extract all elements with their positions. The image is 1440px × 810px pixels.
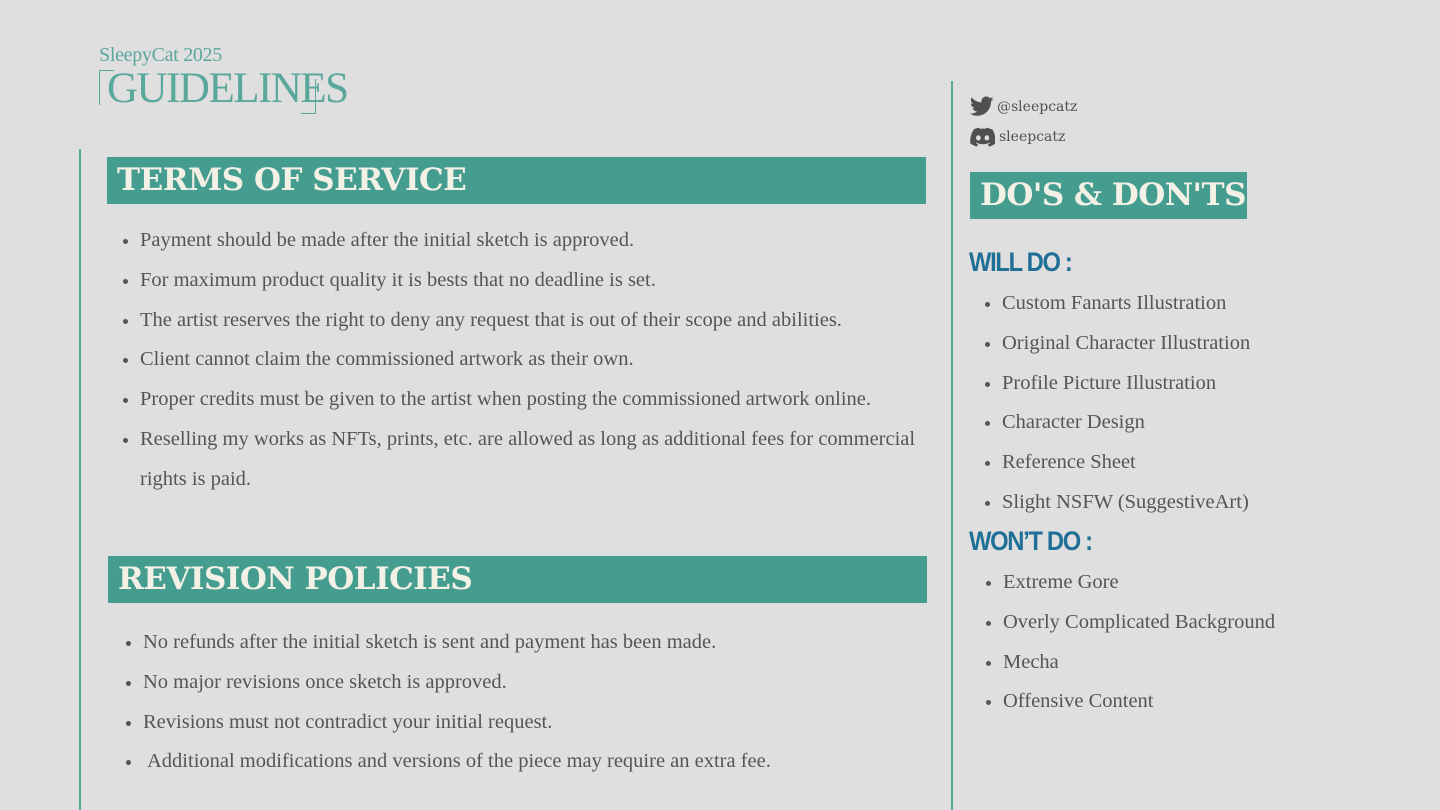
list-item: • Reference Sheet <box>1002 443 1440 483</box>
list-item: • Reselling my works as NFTs, prints, etc. are allowed as long as additional fees for commercial rights is paid. <box>140 420 950 500</box>
brand-name: SleepyCat 2025 <box>99 44 223 66</box>
twitter-handle: @sleepcatz <box>997 98 1078 115</box>
terms-of-service-list <box>107 221 950 500</box>
discord-handle: sleepcatz <box>999 129 1066 145</box>
list-item: • The artist reserves the right to deny any request that is out of their scope and abilities. <box>140 301 950 341</box>
list-item: • Additional modifications and versions of the piece may require an extra fee. <box>143 742 953 782</box>
list-item: • Overly Complicated Background <box>1003 603 1440 643</box>
discord-handle-row[interactable] <box>970 127 1065 147</box>
list-item: • No refunds after the initial sketch is sent and payment has been made. <box>143 623 953 663</box>
twitter-bird-icon <box>970 96 994 117</box>
list-item: • Custom Fanarts Illustration <box>1002 284 1440 324</box>
terms-of-service-heading: TERMS OF SERVICE <box>107 157 926 204</box>
list-item: • Slight NSFW (SuggestiveArt) <box>1002 483 1440 523</box>
revision-policies-list <box>110 623 953 782</box>
list-item: • No major revisions once sketch is approved. <box>143 663 953 703</box>
will-do-list <box>969 284 1440 523</box>
page-title: GUIDELINES <box>107 65 348 112</box>
wont-do-list <box>970 563 1440 722</box>
list-item: • Proper credits must be given to the artist when posting the commissioned artwork online. <box>140 380 950 420</box>
dos-and-donts-heading: DO'S & DON'TS <box>970 172 1247 219</box>
page-title-frame <box>99 65 348 114</box>
list-item: • Payment should be made after the initial sketch is approved. <box>140 221 950 261</box>
twitter-handle-row[interactable] <box>970 96 1077 117</box>
list-item: • Revisions must not contradict your initial request. <box>143 703 953 743</box>
list-item: • Original Character Illustration <box>1002 324 1440 364</box>
list-item: • Offensive Content <box>1003 682 1440 722</box>
left-column-divider <box>79 149 81 810</box>
list-item: • Extreme Gore <box>1003 563 1440 603</box>
list-item: • Profile Picture Illustration <box>1002 364 1440 404</box>
list-item: • Mecha <box>1003 643 1440 683</box>
list-item: • Character Design <box>1002 403 1440 443</box>
will-do-heading: WILL DO : <box>969 247 1072 277</box>
list-item: • For maximum product quality it is bests that no deadline is set. <box>140 261 950 301</box>
discord-logo-icon <box>970 127 995 147</box>
list-item: • Client cannot claim the commissioned artwork as their own. <box>140 340 950 380</box>
revision-policies-heading: REVISION POLICIES <box>108 556 927 603</box>
wont-do-heading: WON’T DO : <box>969 526 1092 556</box>
